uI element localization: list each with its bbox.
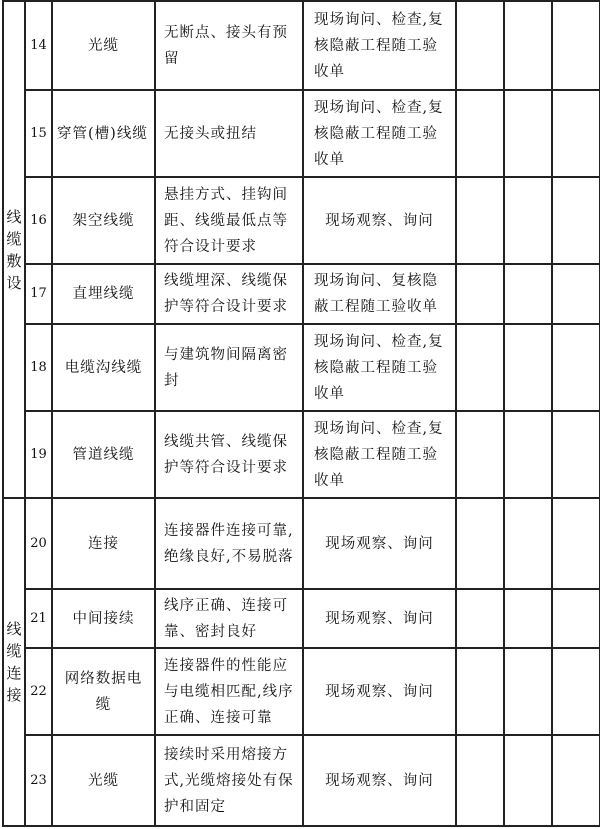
group-label-cable-connection: 线缆连接 [3,498,25,826]
blank-cell [456,735,504,826]
blank-cell [504,735,552,826]
blank-cell [504,264,552,324]
method-cell: 现场观察、询问 [303,589,456,648]
requirement-cell: 线缆共管、线缆保护等符合设计要求 [155,411,303,498]
blank-cell [456,498,504,589]
blank-cell [504,1,552,90]
row-number: 23 [25,735,52,826]
table-row [3,264,600,324]
blank-cell [456,264,504,324]
item-name: 光缆 [52,735,155,826]
blank-cell [552,735,600,826]
row-number: 22 [25,648,52,735]
method-cell: 现场询问、检查,复核隐蔽工程随工验收单 [303,90,456,177]
blank-cell [552,90,600,177]
table-row [3,735,600,826]
item-name: 直埋线缆 [52,264,155,324]
row-number: 14 [25,1,52,90]
requirement-cell: 悬挂方式、挂钩间距、线缆最低点等符合设计要求 [155,177,303,264]
requirement-cell: 与建筑物间隔离密封 [155,324,303,411]
table-row [3,90,600,177]
blank-cell [552,324,600,411]
table-row [3,589,600,648]
group-label-cable-laying: 线缆敷设 [3,1,25,498]
blank-cell [552,648,600,735]
blank-cell [456,324,504,411]
table-row [3,324,600,411]
requirement-cell: 线序正确、连接可靠、密封良好 [155,589,303,648]
item-name: 管道线缆 [52,411,155,498]
row-number: 19 [25,411,52,498]
item-name: 光缆 [52,1,155,90]
blank-cell [504,177,552,264]
item-name: 网络数据电缆 [52,648,155,735]
table-row [3,648,600,735]
blank-cell [552,177,600,264]
method-cell: 现场询问、检查,复核隐蔽工程随工验收单 [303,1,456,90]
method-cell: 现场观察、询问 [303,735,456,826]
table-row [3,498,600,589]
blank-cell [552,498,600,589]
blank-cell [504,648,552,735]
method-cell: 现场观察、询问 [303,498,456,589]
requirement-cell: 连接器件连接可靠,绝缘良好,不易脱落 [155,498,303,589]
requirement-cell: 接续时采用熔接方式,光缆熔接处有保护和固定 [155,735,303,826]
blank-cell [552,1,600,90]
requirement-cell: 线缆埋深、线缆保护等符合设计要求 [155,264,303,324]
row-number: 15 [25,90,52,177]
inspection-table [2,0,600,827]
blank-cell [456,648,504,735]
requirement-cell: 无断点、接头有预留 [155,1,303,90]
row-number: 20 [25,498,52,589]
blank-cell [456,177,504,264]
blank-cell [552,264,600,324]
row-number: 21 [25,589,52,648]
item-name: 中间接续 [52,589,155,648]
blank-cell [504,90,552,177]
method-cell: 现场观察、询问 [303,177,456,264]
row-number: 16 [25,177,52,264]
requirement-cell: 连接器件的性能应与电缆相匹配,线序正确、连接可靠 [155,648,303,735]
method-cell: 现场询问、检查,复核隐蔽工程随工验收单 [303,324,456,411]
blank-cell [456,90,504,177]
method-cell: 现场询问、复核隐蔽工程随工验收单 [303,264,456,324]
blank-cell [504,324,552,411]
item-name: 连接 [52,498,155,589]
blank-cell [456,1,504,90]
table-row [3,411,600,498]
blank-cell [552,411,600,498]
blank-cell [552,589,600,648]
row-number: 18 [25,324,52,411]
requirement-cell: 无接头或扭结 [155,90,303,177]
item-name: 架空线缆 [52,177,155,264]
method-cell: 现场观察、询问 [303,648,456,735]
table-row [3,1,600,90]
item-name: 电缆沟线缆 [52,324,155,411]
table-row [3,177,600,264]
row-number: 17 [25,264,52,324]
blank-cell [504,589,552,648]
blank-cell [504,411,552,498]
item-name: 穿管(槽)线缆 [52,90,155,177]
blank-cell [456,411,504,498]
blank-cell [504,498,552,589]
method-cell: 现场询问、检查,复核隐蔽工程随工验收单 [303,411,456,498]
blank-cell [456,589,504,648]
